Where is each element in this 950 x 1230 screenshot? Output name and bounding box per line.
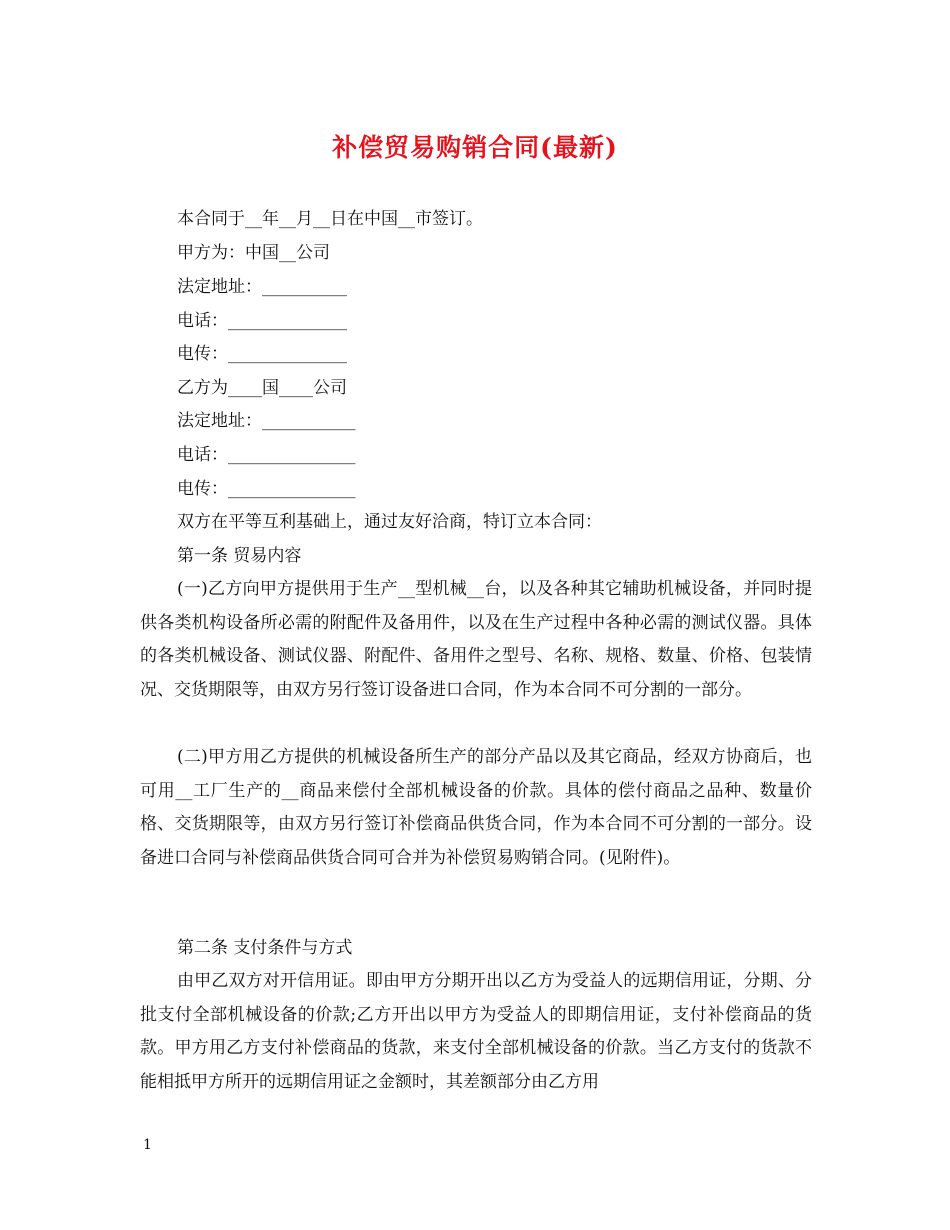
party-b-phone: 电话：_______________ [177, 445, 356, 465]
article-1-paragraph-1: (一)乙方向甲方提供用于生产__型机械__台，以及各种其它辅助机械设备，并同时提供各类机构设备所必需的附配件及备用件，以及在生产过程中各种必需的测试仪器。具体的各类机械设备、测试仪器、附配件、备用件之型号、名称、规格、数量、价格、包装情况、交货期限等，由双方另行签订设备进口合同，作为本合同不可分割的一部分。 [140, 579, 812, 700]
document-title: 补偿贸易购销合同(最新) [332, 133, 618, 162]
article-1-heading: 第一条 贸易内容 [177, 546, 302, 566]
party-b-line: 乙方为____国____公司 [177, 378, 347, 398]
article-2-paragraph: 由甲乙双方对开信用证。即由甲方分期开出以乙方为受益人的远期信用证，分期、分批支付全部机械设备的价款;乙方开出以甲方为受益人的即期信用证，支付补偿商品的货款。甲方用乙方支付补偿商品的货款，来支付全部机械设备的价款。当乙方支付的货款不能相抵甲方所开的远期信用证之金额时，其差额部分由乙方用 [140, 971, 812, 1092]
contract-date-line: 本合同于__年__月__日在中国__市签订。 [177, 209, 483, 229]
party-a-phone: 电话：______________ [177, 311, 347, 331]
agreement-intro: 双方在平等互利基础上，通过友好洽商，特订立本合同： [177, 512, 602, 532]
party-a-line: 甲方为：中国__公司 [177, 243, 330, 263]
party-b-address: 法定地址：___________ [177, 411, 356, 431]
party-a-address: 法定地址：__________ [177, 277, 347, 297]
party-a-telex: 电传：______________ [177, 344, 347, 364]
article-1-paragraph-2: (二)甲方用乙方提供的机械设备所生产的部分产品以及其它商品，经双方协商后，也可用__工厂生产的__商品来偿付全部机械设备的价款。具体的偿付商品之品种、数量价格、交货期限等，由双方另行签订补偿商品供货合同，作为本合同不可分割的一部分。设备进口合同与补偿商品供货合同可合并为补偿贸易购销合同。(见附件)。 [140, 747, 812, 868]
page-number: 1 [143, 1137, 152, 1153]
party-b-telex: 电传：_______________ [177, 479, 356, 499]
article-2-heading: 第二条 支付条件与方式 [177, 938, 353, 958]
